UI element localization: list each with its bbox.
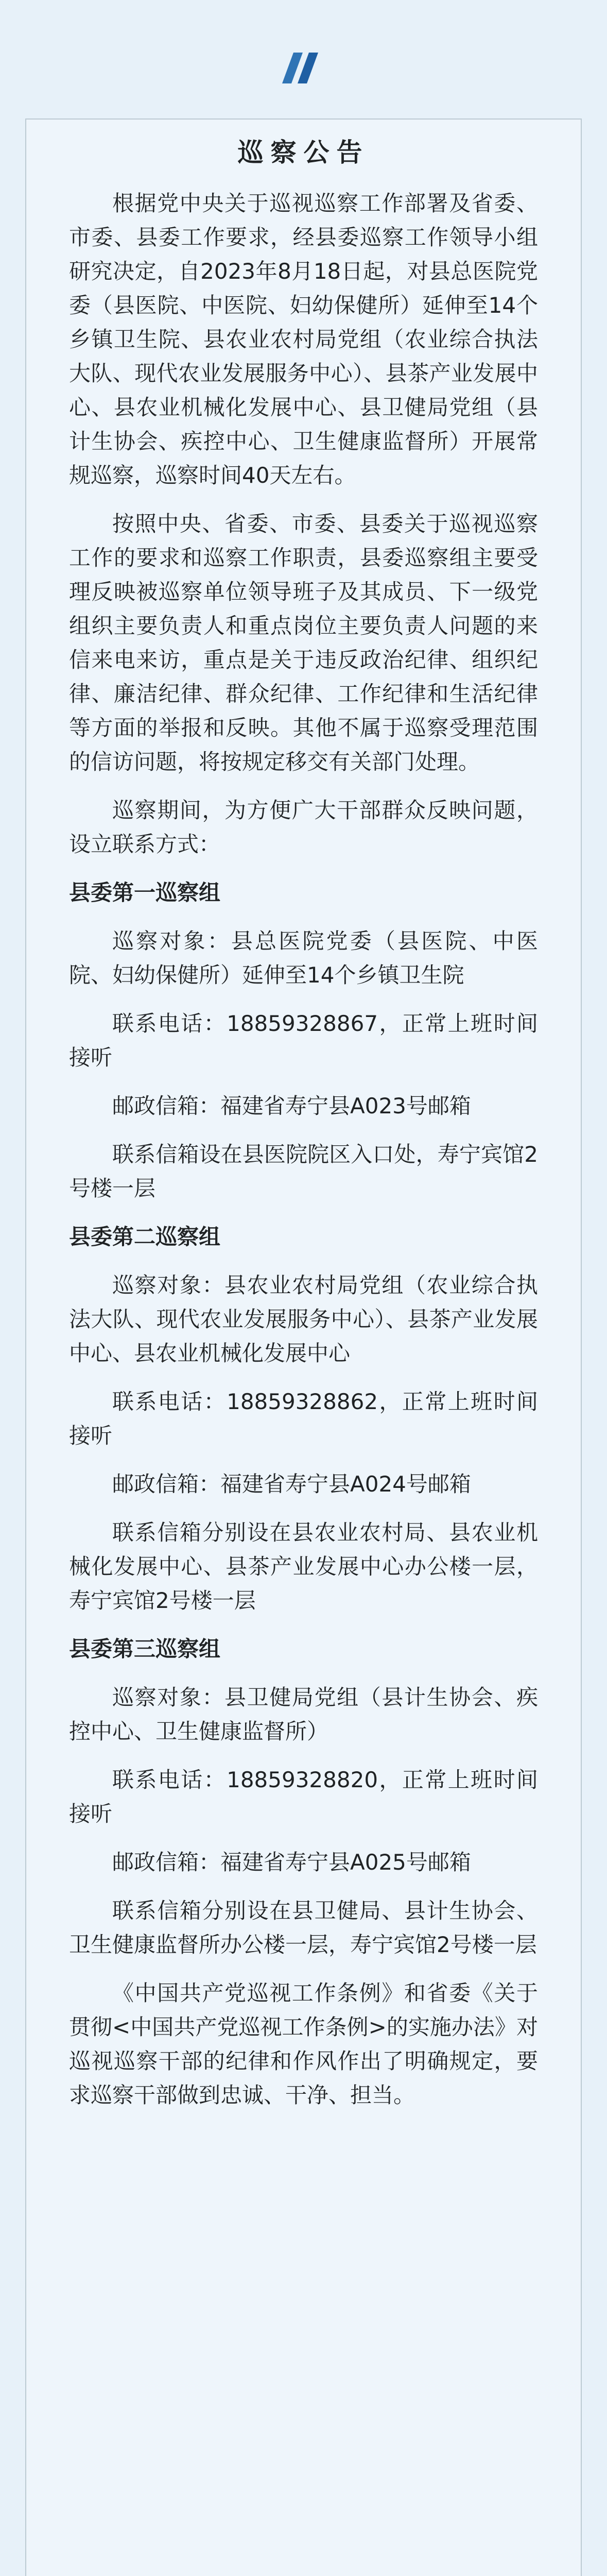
section-heading: 县委第三巡察组 (69, 1636, 221, 1662)
double-slash-icon (282, 53, 325, 83)
section-heading: 县委第一巡察组 (69, 880, 221, 905)
paragraph: 联系信箱设在县医院院区入口处，寿宁宾馆2号楼一层 (69, 1142, 538, 1201)
page-title: 巡察公告 (237, 138, 370, 167)
paragraph: 巡察对象：县卫健局党组（县计生协会、疾控中心、卫生健康监督所） (69, 1685, 538, 1744)
section-heading: 县委第二巡察组 (69, 1224, 221, 1249)
paragraph: 巡察对象：县总医院党委（县医院、中医院、妇幼保健所）延伸至14个乡镇卫生院 (69, 928, 538, 988)
notice-body (69, 187, 538, 2127)
paragraph: 巡察期间，为方便广大干部群众反映问题，设立联系方式： (69, 798, 538, 857)
paragraph: 巡察对象：县农业农村局党组（农业综合执法大队、现代农业发展服务中心）、县茶产业发展中心、县农业机械化发展中心 (69, 1273, 538, 1366)
paragraph: 联系信箱分别设在县农业农村局、县农业机械化发展中心、县茶产业发展中心办公楼一层，寿宁宾馆2号楼一层 (69, 1520, 538, 1613)
paragraph: 《中国共产党巡视工作条例》和省委《关于贯彻<中国共产党巡视工作条例>的实施办法》对巡视巡察干部的纪律和作风作出了明确规定，要求巡察干部做到忠诚、干净、担当。 (69, 1980, 538, 2108)
paragraph: 邮政信箱：福建省寿宁县A025号邮箱 (112, 1850, 471, 1875)
paragraph: 联系电话：18859328862，正常上班时间接听 (69, 1389, 538, 1448)
paragraph: 邮政信箱：福建省寿宁县A023号邮箱 (112, 1093, 471, 1118)
paragraph: 联系信箱分别设在县卫健局、县计生协会、卫生健康监督所办公楼一层，寿宁宾馆2号楼一层 (69, 1898, 538, 1957)
paragraph: 联系电话：18859328867，正常上班时间接听 (69, 1011, 538, 1070)
paragraph: 邮政信箱：福建省寿宁县A024号邮箱 (112, 1471, 471, 1497)
paragraph: 根据党中央关于巡视巡察工作部署及省委、市委、县委工作要求，经县委巡察工作领导小组研究决定，自2023年8月18日起，对县总医院党委（县医院、中医院、妇幼保健所）延伸至14个乡镇卫生院、县农业农村局党组（农业综合执法大队、现代农业发展服务中心）、县茶产业发展中心、县农业机械化发展中心、县卫健局党组（县计生协会、疾控中心、卫生健康监督所）开展常规巡察，巡察时间40天左右。 (69, 191, 538, 488)
paragraph: 联系电话：18859328820，正常上班时间接听 (69, 1767, 538, 1826)
paragraph: 按照中央、省委、市委、县委关于巡视巡察工作的要求和巡察工作职责，县委巡察组主要受理反映被巡察单位领导班子及其成员、下一级党组织主要负责人和重点岗位主要负责人问题的来信来电来访，重点是关于违反政治纪律、组织纪律、廉洁纪律、群众纪律、工作纪律和生活纪律等方面的举报和反映。其他不属于巡察受理范围的信访问题，将按规定移交有关部门处理。 (69, 511, 538, 774)
